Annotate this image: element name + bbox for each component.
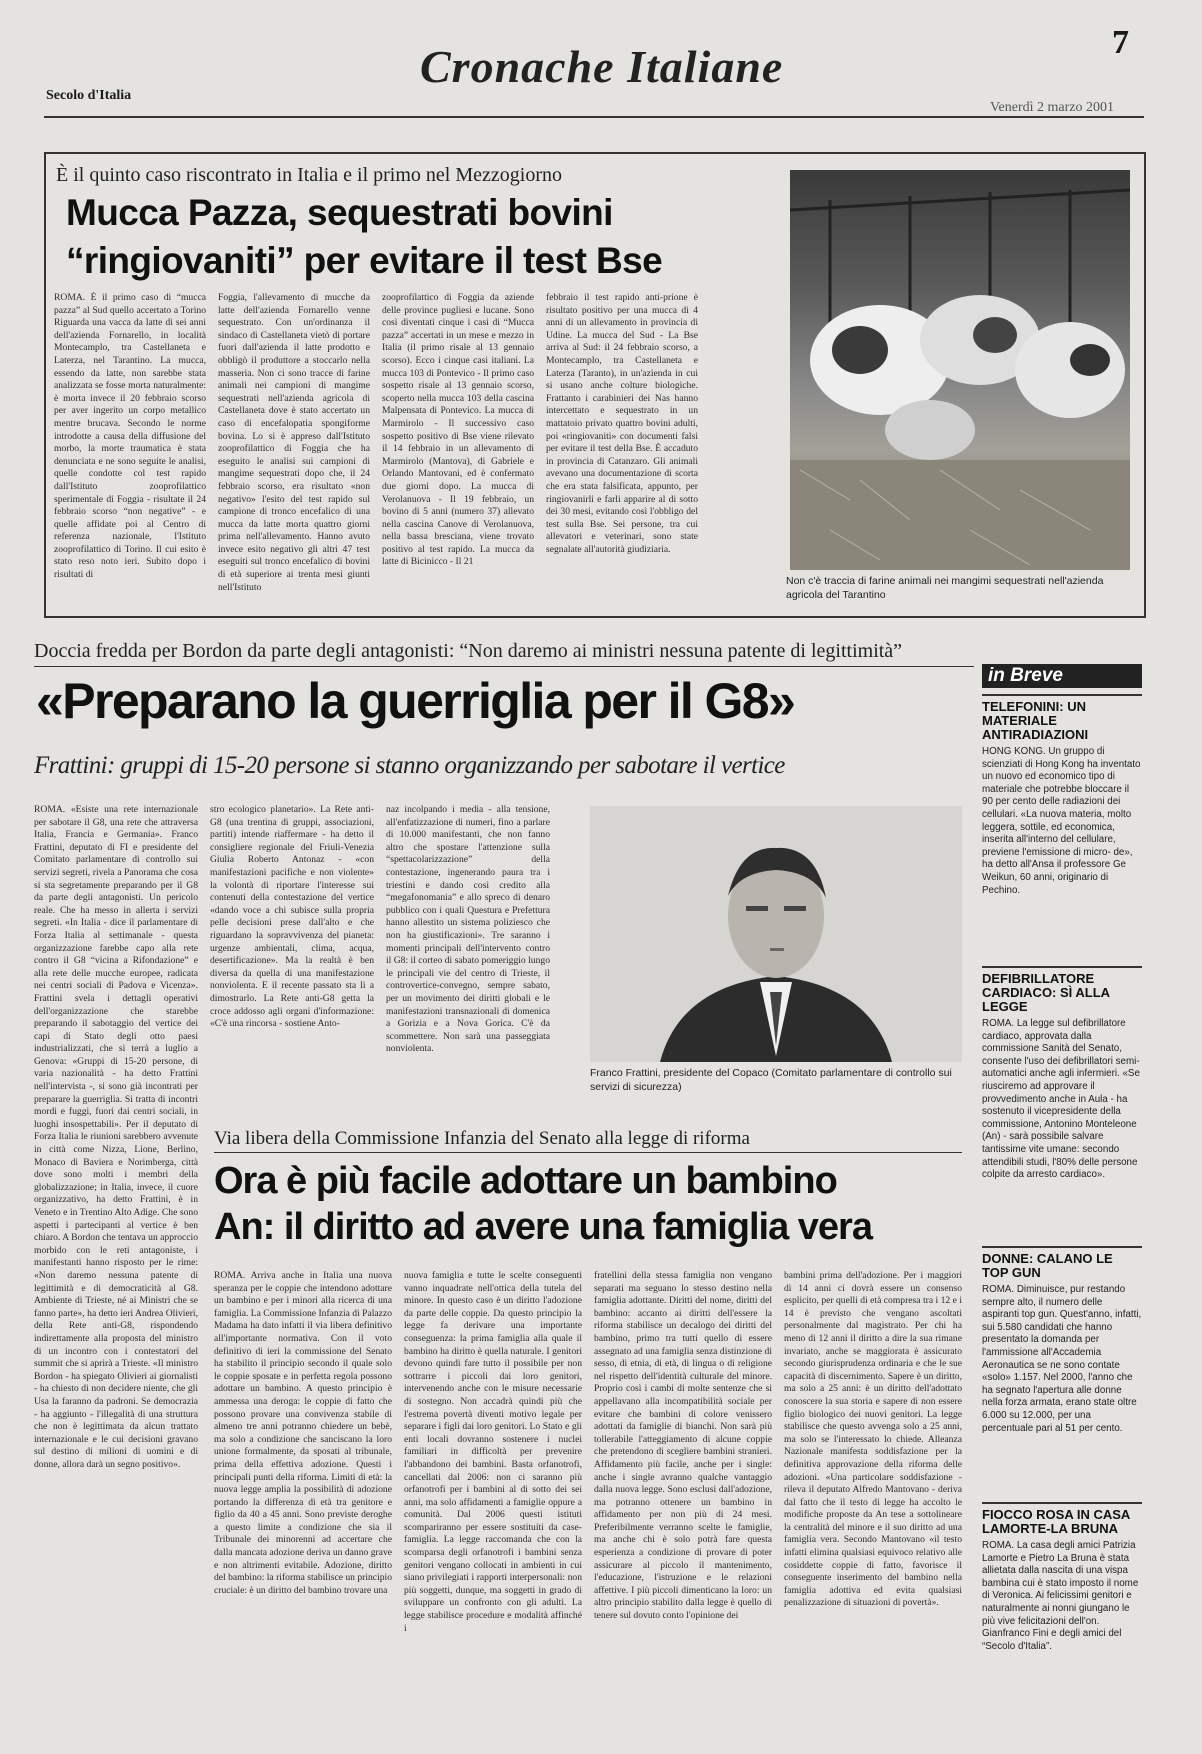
story1-column-2: Foggia, l'allevamento di mucche da latte dell'azienda Fornarello venne sequestrato. Con un'ordinanza il sindaco di Castellaneta vietò di portare fuori dall'azienda il latte prodotto e obbligò il produttore a stoccarlo nella masseria. Non ci sono tracce di farine animali nei campioni di mangime sequestrati nell'azienda agricola di Castellaneta dove è stato accertato un caso di encefalopatia spongiforme bovina. Lo si è appreso dall'Istituto zooprofilattico di Foggia che ha eseguito le analisi sui campioni di mangime sequestrati dopo che, il 24 febbraio scorso, era risultato «non negativo» l'esito del test rapido sul campione di tronco encefalico di una mucca da latte morta quattro giorni prima nell'allevamento. Hanno avuto invece esito negativo gli altri 47 test eseguiti sul tronco encefalico di bovini di età superiore ai trenta mesi giunti nell'Istituto [218, 292, 370, 593]
story3-headline-line1: Ora è più facile adottare un bambino [214, 1160, 837, 1202]
story1-column-3: zooprofilattico di Foggia da aziende delle province pugliesi e lucane. Sono così diventati cinque i casi di “Mucca pazza” accertati in un mese e mezzo in Italia (il primo risale al 13 gennaio scorso). Ecco i cinque casi italiani. La mucca 103 di Pontevico - Il primo caso sospetto risale al 13 gennaio scorso, scoperto nella mucca 103 della cascina Malpensata di Pontevico. La mucca di Marmirolo - Il successivo caso sospetto positivo di Bse viene rilevato il 14 febbraio in un allevamento di Marmirolo (Mantova), di Gabriele e Orlando Mantovani, ed è confermato due giorni dopo. La mucca di Verolanuova - Il 19 febbraio, un bovino di 5 anni (numero 37) allevato nella cascina Canove di Verolanuova, nella bassa bresciana, viene trovato positivo al test rapido. La mucca da latte di Bicinicco - Il 21 [382, 292, 534, 568]
in-breve-sidebar [982, 664, 1142, 1746]
story1-headline-line2: “ringiovaniti” per evitare il test Bse [66, 240, 663, 281]
story3-column-2: nuova famiglia e tutte le scelte conseguenti vanno inquadrate nell'ottica della tutela del minore. In questo caso è un diritto l'adozione da parte delle coppie. Da questo principio la legge fa derivare una importante conseguenza: la prima famiglia alla quale il bambino ha diritto è quella naturale. I genitori devono quindi fare tutto il possibile per non sottrarre i piccoli dai loro genitori, intervenendo anche con le misure necessarie di sostegno. Non accadrà quindi più che l'estrema povertà diventi motivo legale per separare i figli dai loro genitori. Lo Stato e gli enti locali dovranno sostenere i nuclei familiari in difficoltà per prevenire l'abbandono dei bambini. Basta orfanotrofi, cancellati dal 2006: non ci saranno più orfanotrofi per i bambini al di sotto dei sei anni, ma solo affidamenti a famiglie oppure a comunità. Dal 2006 questi istituti scompariranno per essere sostituiti da case-famiglia. La legge raccomanda che con la scomparsa degli orfanotrofi i bambini senza genitori vengano collocati in ambienti in cui siano privilegiati i rapporti interpersonali: non più soggetti, dunque, ma soggetti in grado di sviluppare un confronto con gli adulti. La legge stabilisce procedure e modalità affinché i [404, 1270, 582, 1634]
story3-headline-line2: An: il diritto ad avere una famiglia vera [214, 1206, 872, 1248]
brief-text: ROMA. Diminuisce, pur restando sempre alto, il numero delle aspiranti top gun. Quest'anno, infatti, sui 5.580 candidati che hanno presentato la domanda per l'ammissione all'Accademia Aeronautica se ne sono contate «solo» 1.157. Nel 2000, l'anno che ha segnato l'apertura alle donne nella forza armata, erano state oltre 6.000 su 12.000, per una percentuale pari al 51 per cento. [982, 1284, 1142, 1434]
brief-title: FIOCCO ROSA IN CASA LAMORTE-LA BRUNA [982, 1507, 1130, 1536]
brief-item [982, 1246, 1142, 1435]
brief-text: ROMA. La casa degli amici Patrizia Lamorte e Pietro La Bruna è stata allietata dalla nascita di una vispa bambina cui è stato imposto il nome di Veronica. Ai felicissimi genitori e naturalmente ai nonni giungano le più vive felicitazioni dell'on. Gianfranco Fini e degli amici del “Secolo d'Italia”. [982, 1540, 1139, 1652]
story3-column-3: fratellini della stessa famiglia non vengano separati ma seguano lo stesso destino nella famiglia adottante. Diritti del nome, diritti del bambino: accanto ai diritti dell'essere la riforma stabilisce un decalogo dei diritti del bambino, primo tra tutti quello di essere assegnato ad una famiglia senza distinzione di sesso, di etnia, di età, di lingua o di religione nel rispetto dell'identità culturale del minore. Proprio così i cambi di molte sentenze che si appellavano alla incompatibilità sociale per evitare che bambini di colore venissero adottati da famiglie di bianchi. Non sarà più tollerabile l'atteggiamento di alcune coppie che pretendono di scegliere bambini stranieri. Affidamento più facile, anche per i single: anche i single avranno qualche vantaggio dalla nuova legge. Sono esclusi dall'adozione, ma potranno ottenere un bambino in affidamento per non più di 24 mesi. Preferibilmente verranno scelte le famiglie, ma anche chi è solo potrà fare questa esperienza a condizione di provare di poter assicurare al piccolo il mantenimento, l'educazione, l'istruzione e le relazioni affettive. I più piccoli dimenticano la loro: un altro principio stabilito dalla legge è quello di tenere sul dovuto conto l'opinione dei [594, 1270, 772, 1622]
in-breve-title: in Breve [982, 664, 1142, 688]
cows-photo-caption: Non c'è traccia di farine animali nei mangimi sequestrati nell'azienda agricola del Tarantino [786, 575, 1104, 601]
brief-text: ROMA. La legge sul defibrillatore cardiaco, approvata dalla commissione Sanità del Senato, consente l'uso dei defibrillatori semi-automatici anche agli infermieri. «Se riusciremo ad approvare il provvedimento anche in Aula - ha sostenuto il vicepresidente della commissione, Antonino Monteleone (An) - sarà possibile salvare tantissime vite umane: secondo attendibili studi, l'80% delle persone colpite da arresto cardiaco». [982, 1018, 1140, 1181]
brief-divider [982, 1246, 1142, 1248]
story1-column-1: ROMA. È il primo caso di “mucca pazza” al Sud quello accertato a Torino Riguarda una vacca da latte di sei anni dell'azienda Fornarello, in località Montecamplo, tra Castellaneta e Laterza, nel Tarantino. La mucca, essendo da latte, non sarebbe stata analizzata se fosse morta naturalmente: è morta invece il 20 febbraio scorso per aver ingerito un corpo metallico mentre brucava. Secondo le norme introdotte a causa della diffusione del morbo, la morte traumatica è stata denunciata e ne sono seguite le analisi, quelle condotte col test rapido dall'Istituto zooprofilattico sperimentale di Foggia - risultate il 24 febbraio scorso “non negative” - e quelle affidate poi al Centro di referenza nazionale, l'Istituto zooprofilattico di Torino. Il cui esito è stato reso noto ieri. Subito dopo i risultati di [54, 292, 206, 581]
story3-column-4: bambini prima dell'adozione. Per i maggiori di 14 anni ci dovrà essere un consenso esplicito, per quelli di età compresa tra i 12 e i 14 è previsto che vengano ascoltati personalmente dal magistrato. Per chi ha meno di 12 anni il diritto a dire la sua rimane invariato, anche se maggiorata è assicurato secondo giurisprudenza ordinaria e che le sue capacità di discernimento. Sapere è un diritto, ma solo a 25 anni: è un diritto dell'adottato conoscere la sua storia e sapere di non essere figlio biologico dei nuovi genitori. La legge stabilisce che questo avvenga solo a 25 anni, ma solo se l'interessato lo chiede. Alleanza Nazionale manifesta soddisfazione per la definitiva approvazione della riforma delle adozioni. «Una particolare soddisfazione - rileva il deputato Alfredo Mantovano - deriva dal fatto che il testo di legge ha accolto le modifiche proposte da An tese a sottolineare la centralità del minore e il suo diritto ad una famiglia vera. Secondo Mantovano «il testo infatti elimina qualsiasi equivoco relativo alle cosiddette coppie di fatto, favorisce il conseguente inserimento del bambino nella famiglia adottiva ed evita qualsiasi penalizzazione di situazioni di povertà». [784, 1270, 962, 1609]
story2-subhead: Frattini: gruppi di 15-20 persone si stanno organizzando per sabotare il vertice [34, 752, 785, 779]
story2-column-1: ROMA. «Esiste una rete internazionale per sabotare il G8, una rete che attraversa Italia, Francia e Germania». Franco Frattini, deputato di FI e presidente del Comitato parlamentare di controllo sui servizi segreti, rivela a Panorama che cosa si sta segretamente preparando per il G8 da parte degli antagonisti. Un pericolo reale. Che ha messo in allerta i servizi segreti. «In Italia - dice il parlamentare di Forza Italia al settimanale - questa organizzazione farebbe capo alla rete contro il G8 “vicina a Rifondazione” e alla rete delle mucche europee, radicata nei centri sociali di Padova e Vicenza». Frattini svela i dettagli operativi dell'organizzazione che starebbe preparando il sabotaggio del vertice dei capi di Stato degli otto paesi industrializzati, che si terrà a luglio a Genova: «Gruppi di 15-20 persone, di varia nazionalità - ha detto Frattini nell'intervista -, si sono già incontrati per preparare la guerriglia. Si tratta di incontri mordi e fuggi, fuori dai centri sociali, in luoghi insospettabili». Per il deputato di Forza Italia le riunioni sarebbero avvenute in città come Nizza, Lione, Berlino, Monaco di Baviera e Norimberga, città dove sono molti i membri della globalizzazione; in Italia, invece, il cuore organizzativo, ha detto Frattini, è in Veneto e in Trentino Alto Adige. Che sono aspetti i partecipanti al vertice è ben chiaro. A Bordon che tentava un approccio morbido con le reti antagoniste, i manifestanti hanno risposto per le rime: «Non daremo nessuna patente di legittimità e di democraticità al G8. Ambiente di Trieste, né ai Ministri che se fanno parte», ha detto ieri Andrea Olivieri, della Rete anti-G8, rispondendo indirettamente alla proposta del ministro di un incontro con i contestatori del summit che si aprirà a Trieste. «Il ministro Bordon - ha spiegato Olivieri ai giornalisti - ha chiesto di non decidere niente, che gli Usa la faranno da padroni. Se democrazia - ha aggiunto - l'illegalità di una struttura che non è legittimata da alcun trattato internazionale e le cui decisioni gravano sul destino di milioni di uomini e di donne, allora darà un segno positivo». [34, 804, 198, 1470]
frattini-photo-caption: Franco Frattini, presidente del Copaco (Comitato parlamentare di controllo sui servizi di sicurezza) [590, 1067, 952, 1093]
story2-kicker: Doccia fredda per Bordon da parte degli antagonisti: “Non daremo ai ministri nessuna patente di legittimità” [34, 640, 903, 662]
story1-column-4: febbraio il test rapido anti-prione è risultato positivo per una mucca di 4 anni di un allevamento in provincia di Udine. La mucca del Sud - La Bse arriva al Sud: il 24 febbraio scorso, a Montecamplo, tra Castellaneta e Laterza (Taranto), in un'azienda in cui si usano anche colture biologiche. Frattanto i carabinieri dei Nas hanno intercettato e sequestrato in un mattatoio privato quattro bovini adulti, poi «ringiovaniti» con documenti falsi per evitare il test della Bse. È accaduto in provincia di Catanzaro. Gli animali avevano una documentazione di scorta che era stata falsificata, appunto, per ringiovanirli e farli apparire al di sotto dei 30 mesi, evitando così l'obbligo del test sulla Bse. Sei persone, tra cui allevatori e veterinari, sono state segnalate all'autorità giudiziaria. [546, 292, 698, 555]
story3-kicker: Via libera della Commissione Infanzia del Senato alla legge di riforma [214, 1128, 750, 1149]
brief-item [982, 1502, 1142, 1653]
story2-column-2: stro ecologico planetario». La Rete anti-G8 (una trentina di gruppi, associazioni, partiti) intende riaffermare - ha detto il consigliere regionale del Friuli-Venezia Giulia Roberto Antonaz - «con manifestazioni pacifiche e non violente» la volontà di riportare l'interesse sui contenuti della contestazione del vertice «dando voce a chi subisce sulla propria pelle decisioni prese dall'alto e che riguardano la sopravvivenza del pianeta: urgenze ambientali, clima, acqua, desertificazione». Ma la realtà è ben diversa da quella di una manifestazione nonviolenta. E il recente passato sta lì a dimostrarlo. La Rete anti-G8 getta la croce addosso agli organi d'informazione: «C'è una rincorsa - sostiene Anto- [210, 804, 374, 1030]
story1-headline-line1: Mucca Pazza, sequestrati bovini [66, 192, 613, 233]
brief-divider [982, 1502, 1142, 1504]
story-mucca-pazza [44, 152, 1146, 618]
newspaper-name: Secolo d'Italia [46, 88, 132, 103]
brief-text: HONG KONG. Un gruppo di scienziati di Hong Kong ha inventato un nuovo ed economico tipo di materiale che potrebbe bloccare il 90 per cento delle radiazioni dei cellulari. «La nuova materia, molto leggera, sottile, ed economica, inserita all'interno del cellulare, previene l'emissione di micro- de», ha detto all'Ansa il professore Ge Weikun, 60 anni, originario di Pechino. [982, 746, 1141, 896]
story3-column-1: ROMA. Arriva anche in Italia una nuova speranza per le coppie che intendono adottare un bambino e per i minori alla ricerca di una famiglia. La Commissione Infanzia di Palazzo Madama ha dato infatti il via libera definitivo all'importante normativa. Con il voto definitivo di ieri la commissione del Senato ha stabilito il principio secondo il quale solo le coppie sposate e in perfetta regola possono adottare un bambino. A questo principio è ammessa una deroga: le coppie di fatto che possono provare una convivenza stabile di almeno tre anni potranno chiedere un bebè, ma solo a condizione che sanciscano la loro unione formalmente, da sposati al tribunale, prima della effettiva adozione. Questi i principali punti della riforma. Limiti di età: la nuova legge amplia la possibilità di adozione portando la differenza di età tra genitore e figlio da 40 a 45 anni. Sono previste deroghe a questo limite a condizione che sia il Tribunale dei minorenni ad accertare che dalla mancata adozione deriva un danno grave e non altrimenti evitabile. Adozione, diritto del bambino: la riforma stabilisce un principio cruciale: è un diritto del bambino trovare una [214, 1270, 392, 1596]
cows-photo [790, 170, 1130, 570]
page-number: 7 [1112, 24, 1129, 61]
story2-headline: «Preparano la guerriglia per il G8» [36, 673, 795, 729]
cows-illustration-icon [790, 170, 1130, 570]
portrait-illustration-icon [590, 806, 962, 1062]
brief-title: TELEFONINI: UN MATERIALE ANTIRADIAZIONI [982, 699, 1089, 742]
brief-divider [982, 966, 1142, 968]
masthead [0, 0, 1202, 120]
brief-title: DEFIBRILLATORE CARDIACO: SÌ ALLA LEGGE [982, 971, 1110, 1014]
brief-item [982, 966, 1142, 1182]
brief-title: DONNE: CALANO LE TOP GUN [982, 1251, 1113, 1280]
brief-divider [982, 694, 1142, 696]
header-rule [44, 116, 1144, 118]
story2-rule [34, 666, 974, 667]
story3-rule [214, 1152, 962, 1153]
frattini-photo [590, 806, 962, 1062]
brief-item [982, 694, 1142, 897]
story1-kicker: È il quinto caso riscontrato in Italia e il primo nel Mezzogiorno [56, 164, 562, 186]
section-title: Cronache Italiane [420, 41, 784, 92]
issue-date: Venerdì 2 marzo 2001 [990, 100, 1115, 115]
story2-column-3: naz incolpando i media - alla tensione, all'enfatizzazione di numeri, fino a parlare di 10.000 manifestanti, che non fanno altro che spostare l'attenzione sulla “spettacolarizzazione” della contestazione, ingenerando paura tra i triestini e dando così credito alla “megafonomania” e allo spreco di denaro pubblico con i quali Questura e Prefettura hanno allestito un sistema poliziesco che non ha giustificazioni». Tre saranno i momenti principali dell'intervento contro il G8: il corteo di sabato pomeriggio lungo le principali vie del centro di Trieste, il controvertice-convegno, sempre sabato, per un movimento dei diritti globali e le manifestazioni transnazionali di domenica a Gorizia e a Nova Gorica. C'è da scommettere. Non sarà una passeggiata nonviolenta. [386, 804, 550, 1055]
